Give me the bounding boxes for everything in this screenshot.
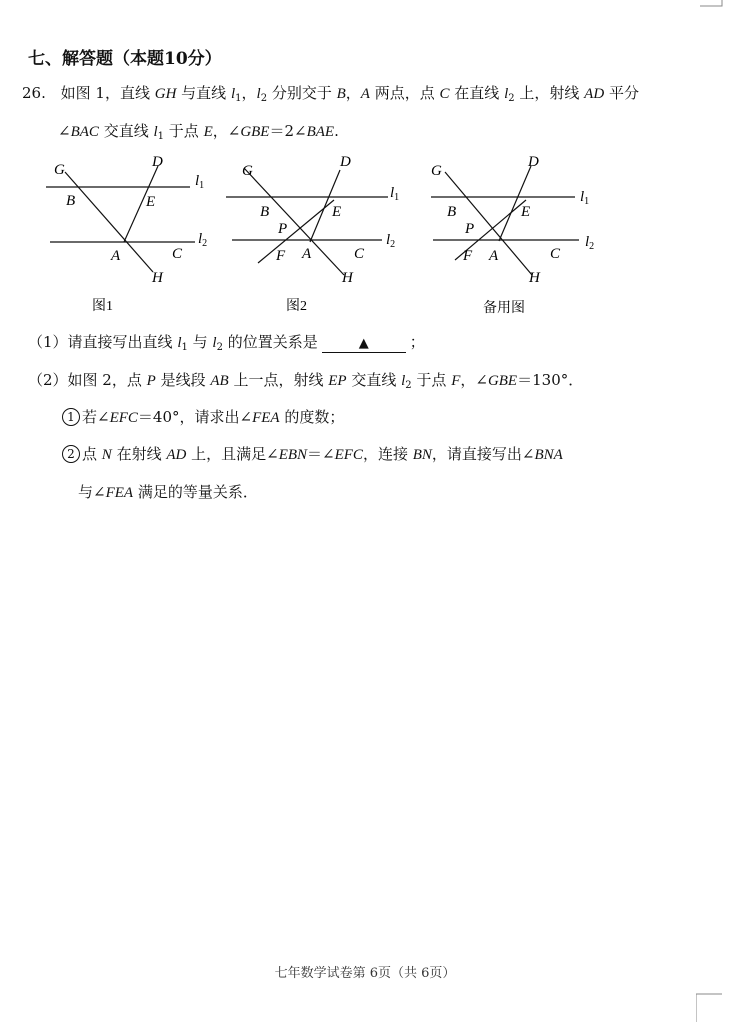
fig2-caption: 图2: [286, 299, 307, 314]
fig3-label-c: C: [550, 246, 561, 262]
fig1-label-l2: $l_2$: [198, 231, 208, 249]
fig1-label-a: A: [111, 248, 121, 264]
sub-question-2: 2 点 N 在射线 AD 上，且满足∠EBN＝∠EFC，连接 BN，请直接写出∠BNA: [62, 443, 563, 464]
fig2-label-c: C: [354, 246, 365, 262]
fig3-label-f: F: [463, 248, 473, 264]
fig2-label-a: A: [302, 246, 312, 262]
fig3-label-p: P: [465, 221, 475, 237]
fig1-label-b: B: [66, 193, 76, 209]
answer-blank: ▲: [322, 336, 406, 353]
fig1-label-h: H: [152, 270, 163, 286]
fig3-label-d: D: [528, 154, 539, 170]
circled-number-1: 1: [62, 408, 80, 426]
fig2-label-h: H: [342, 270, 353, 286]
figure-1: [40, 150, 230, 320]
fig2-label-g: G: [242, 163, 253, 179]
page-footer: 七年数学试卷第 6页（共 6页）: [274, 966, 456, 981]
fig3-label-l1: $l_1$: [580, 189, 590, 207]
fig1-label-l1: $l_1$: [195, 173, 205, 191]
fig1-label-c: C: [172, 246, 183, 262]
fig3-caption: 备用图: [483, 301, 525, 316]
problem-number: 26.: [22, 84, 46, 102]
fig3-label-l2: $l_2$: [585, 234, 595, 252]
figure-2: [222, 150, 422, 320]
page-corner-mark-top: [700, 0, 724, 8]
fig1-label-g: G: [54, 162, 65, 178]
part-1: （1）请直接写出直线 $l_1$ 与 $l_2$ 的位置关系是 ▲ ；: [28, 333, 425, 353]
fig3-label-b: B: [447, 204, 457, 220]
fig3-label-e: E: [521, 204, 531, 220]
fig2-label-f: F: [276, 248, 286, 264]
fig3-label-g: G: [431, 163, 442, 179]
fig1-label-d: D: [152, 154, 163, 170]
sub-question-2-cont: 与∠FEA 满足的等量关系．: [78, 483, 258, 501]
part-2: （2）如图 2，点 P 是线段 AB 上一点，射线 EP 交直线 $l_2$ 于点 F，∠GBE＝130°．: [28, 371, 584, 391]
fig1-caption: 图1: [92, 299, 113, 314]
figure-spare: [425, 150, 625, 320]
fig2-label-b: B: [260, 204, 270, 220]
fig2-label-e: E: [332, 204, 342, 220]
fig2-label-l1: $l_1$: [390, 185, 400, 203]
fig2-ray-ep: [258, 200, 334, 263]
section-title: 七、解答题（本题10分）: [28, 49, 222, 69]
fig2-label-p: P: [278, 221, 288, 237]
problem-line-2: ∠BAC 交直线 $l_1$ 于点 E，∠GBE＝2∠BAE.: [58, 122, 339, 142]
page-corner-mark-bottom: [696, 992, 722, 1022]
fig2-label-l2: $l_2$: [386, 232, 396, 250]
sub-question-1: 1 若∠EFC＝40°，请求出∠FEA 的度数；: [62, 406, 344, 427]
fig3-label-a: A: [489, 248, 499, 264]
fig2-label-d: D: [340, 154, 351, 170]
circled-number-2: 2: [62, 445, 80, 463]
fig2-line-gh: [244, 168, 344, 275]
problem-line-1: 26. 如图 1，直线 GH 与直线 $l_1$，$l_2$ 分别交于 B，A 两点，点 C 在直线 $l_2$ 上，射线 AD 平分: [22, 84, 639, 104]
fig3-label-h: H: [529, 270, 540, 286]
fig1-label-e: E: [146, 194, 156, 210]
